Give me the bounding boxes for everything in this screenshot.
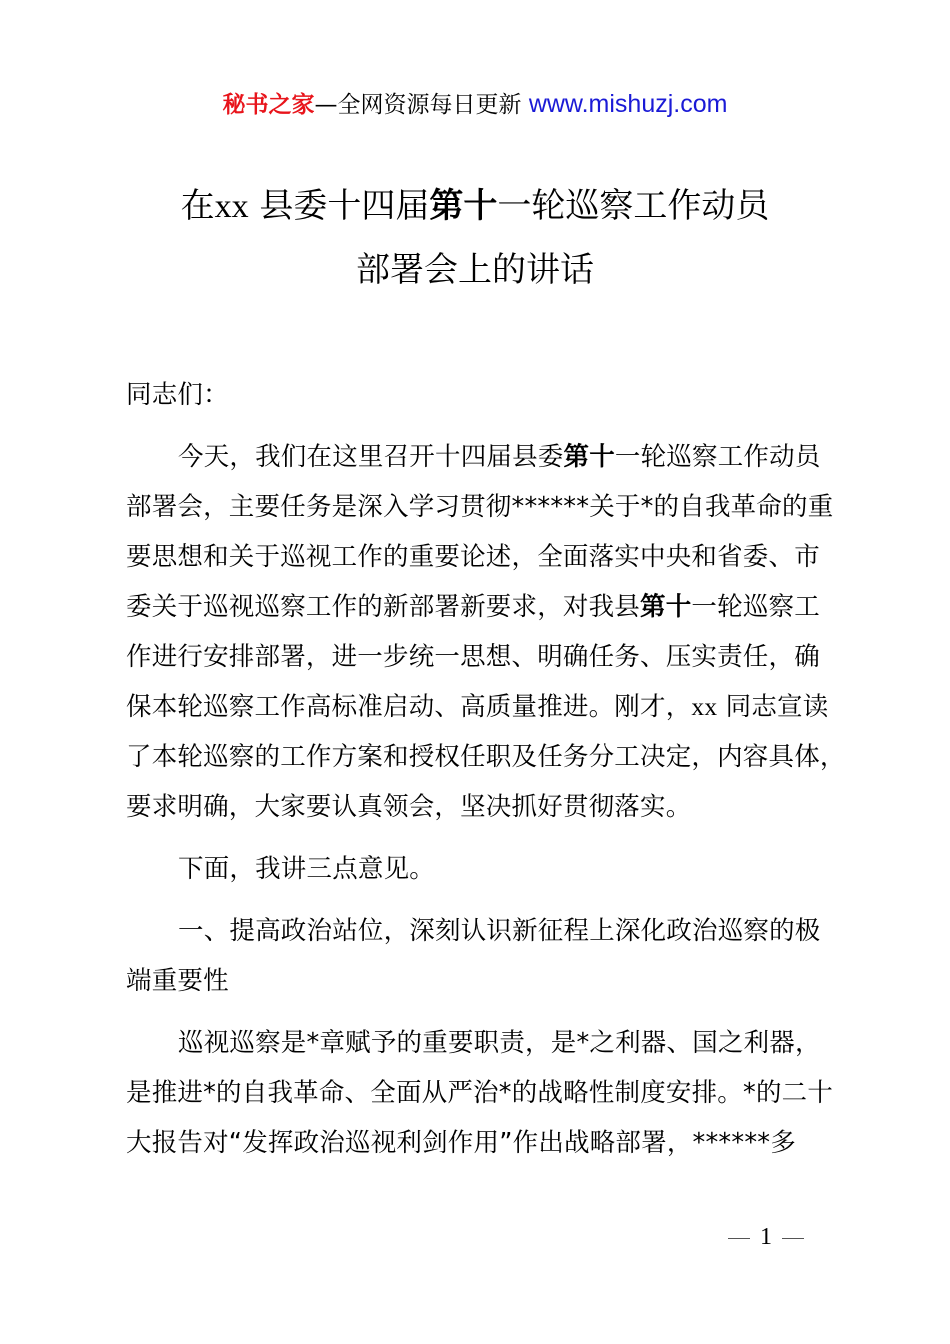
brand-name: 秘书之家 (222, 92, 315, 118)
section-heading-1-line: 一、提高政治站位，深刻认识新征程上深化政治巡察的极 (178, 916, 821, 946)
title-text: 一轮巡察工作动员 (497, 186, 770, 226)
paragraph-1-line (126, 690, 836, 724)
paragraph-1-line: 要思想和关于巡视工作的重要论述，全面落实中央和省委、市 (126, 542, 820, 572)
bold-text: 第十 (563, 442, 615, 472)
text: 今天，我们在这里召开十四届县委 (178, 442, 564, 472)
paragraph-3-line: 巡视巡察是*章赋予的重要职责，是*之利器、国之利器， (178, 1028, 821, 1058)
paragraph-3-line: 大报告对“发挥政治巡视利剑作用”作出战略部署，******多 (126, 1128, 796, 1158)
salutation: 同志们： (126, 380, 229, 410)
paragraph-2: 下面，我讲三点意见。 (178, 854, 436, 884)
title-bold-text: 第十 (429, 186, 498, 226)
section-heading-1-line: 端重要性 (126, 966, 229, 996)
document-title-line-1 (0, 186, 950, 227)
bold-text: 第十 (640, 592, 692, 622)
paragraph-1-line: 部署会，主要任务是深入学习贯彻******关于*的自我革命的重 (126, 492, 834, 522)
paragraph-1-line (126, 590, 836, 624)
text: 同志宣读 (725, 692, 829, 722)
site-banner (0, 86, 950, 123)
title-text: 在 (180, 186, 215, 226)
document-title-line-2: 部署会上的讲话 (356, 250, 594, 290)
dash-left (728, 1238, 750, 1239)
site-url-link[interactable]: www.mishuzj.com (528, 90, 728, 118)
text: 一轮巡察工 (691, 592, 820, 622)
paragraph-1-line: 了本轮巡察的工作方案和授权任职及任务分工决定，内容具体， (126, 742, 846, 772)
paragraph-1-line (178, 440, 836, 474)
page-number: 1 (760, 1224, 772, 1250)
page-footer (718, 1222, 808, 1252)
dash-right (782, 1238, 804, 1239)
placeholder-xx: xx (691, 692, 718, 721)
text: 一轮巡察工作动员 (614, 442, 821, 472)
text: 委关于巡视巡察工作的新部署新要求，对我县 (126, 592, 641, 622)
text: 保本轮巡察工作高标准启动、高质量推进。刚才， (126, 692, 692, 722)
banner-slogan: —全网资源每日更新 (314, 92, 522, 118)
paragraph-1-line: 作进行安排部署，进一步统一思想、明确任务、压实责任，确 (126, 642, 820, 672)
title-placeholder-xx: xx (214, 188, 249, 225)
title-text: 县委十四届 (259, 186, 430, 226)
paragraph-3-line: 是推进*的自我革命、全面从严治*的战略性制度安排。*的二十 (126, 1078, 834, 1108)
paragraph-1-line: 要求明确，大家要认真领会，坚决抓好贯彻落实。 (126, 792, 692, 822)
